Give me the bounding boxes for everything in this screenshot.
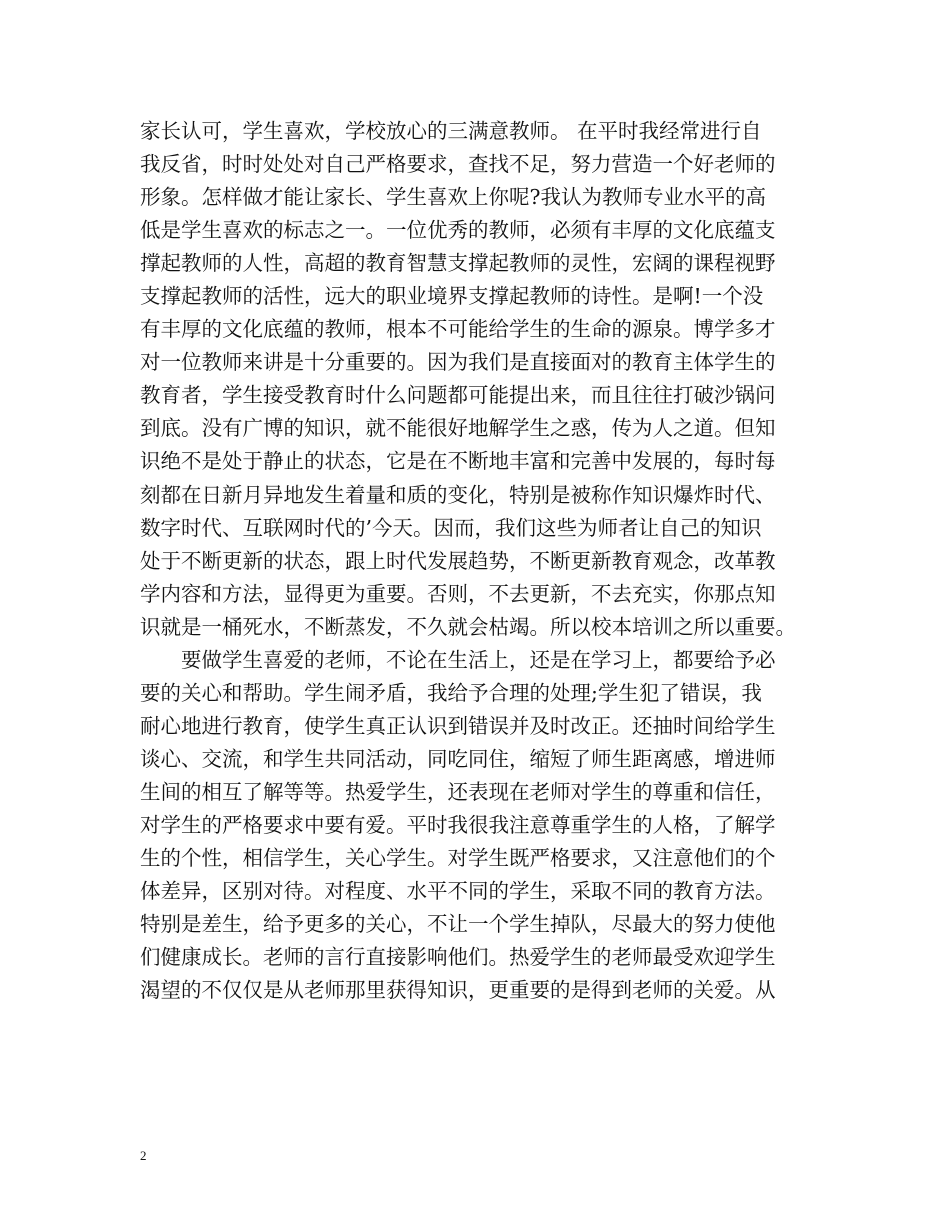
- text-line: 低是学生喜欢的标志之一。一位优秀的教师，必须有丰厚的文化底蕴支: [140, 218, 776, 243]
- text-line: 对学生的严格要求中要有爱。平时我很我注意尊重学生的人格，了解学: [140, 812, 776, 837]
- text-line: 对一位教师来讲是十分重要的。因为我们是直接面对的教育主体学生的: [140, 350, 776, 375]
- text-line: 耐心地进行教育，使学生真正认识到错误并及时改正。还抽时间给学生: [140, 713, 776, 738]
- body-text: [140, 115, 830, 1007]
- text-line: 形象。怎样做才能让家长、学生喜欢上你呢?我认为教师专业水平的高: [140, 185, 766, 210]
- text-line: 体差异，区别对待。对程度、水平不同的学生，采取不同的教育方法。: [140, 879, 776, 904]
- text-line: 刻都在日新月异地发生着量和质的变化，特别是被称作知识爆炸时代、: [140, 482, 776, 507]
- text-line: 生的个性，相信学生，关心学生。对学生既严格要求，又注意他们的个: [140, 846, 776, 871]
- text-line: 有丰厚的文化底蕴的教师，根本不可能给学生的生命的源泉。博学多才: [140, 317, 776, 342]
- text-line: 识绝不是处于静止的状态，它是在不断地丰富和完善中发展的，每时每: [140, 449, 776, 474]
- text-line: 特别是差生，给予更多的关心，不让一个学生掉队，尽最大的努力使他: [140, 912, 776, 937]
- text-line: 到底。没有广博的知识，就不能很好地解学生之惑，传为人之道。但知: [140, 416, 776, 441]
- text-line: 识就是一桶死水，不断蒸发，不久就会枯竭。所以校本培训之所以重要。: [140, 614, 796, 639]
- text-line: 数字时代、互联网时代的’今天。因而，我们这些为师者让自己的知识: [140, 515, 762, 540]
- text-line: 撑起教师的人性，高超的教育智慧支撑起教师的灵性，宏阔的课程视野: [140, 251, 776, 276]
- text-line: 学内容和方法，显得更为重要。否则，不去更新，不去充实，你那点知: [140, 581, 776, 606]
- text-line: 家长认可，学生喜欢，学校放心的三满意教师。 在平时我经常进行自: [140, 119, 762, 143]
- text-line: 渴望的不仅仅是从老师那里获得知识，更重要的是得到老师的关爱。从: [140, 978, 776, 1003]
- text-line: 生间的相互了解等等。热爱学生，还表现在老师对学生的尊重和信任，: [140, 779, 776, 804]
- text-line: 教育者，学生接受教育时什么问题都可能提出来，而且往往打破沙锅问: [140, 383, 776, 408]
- text-line: 处于不断更新的状态，跟上时代发展趋势，不断更新教育观念，改革教: [140, 548, 776, 573]
- text-line: 支撑起教师的活性，远大的职业境界支撑起教师的诗性。是啊!一个没: [140, 284, 764, 309]
- page-number: 2: [140, 1148, 147, 1163]
- text-line: 我反省，时时处处对自己严格要求，查找不足，努力营造一个好老师的: [140, 152, 776, 177]
- text-line: 们健康成长。老师的言行直接影响他们。热爱学生的老师最受欢迎学生: [140, 945, 776, 970]
- text-line: 要的关心和帮助。学生闹矛盾，我给予合理的处理;学生犯了错误，我: [140, 680, 762, 705]
- paragraph-first-line: 要做学生喜爱的老师，不论在生活上，还是在学习上，都要给予必: [181, 647, 776, 672]
- text-line: 谈心、交流，和学生共同活动，同吃同住，缩短了师生距离感，增进师: [140, 746, 776, 771]
